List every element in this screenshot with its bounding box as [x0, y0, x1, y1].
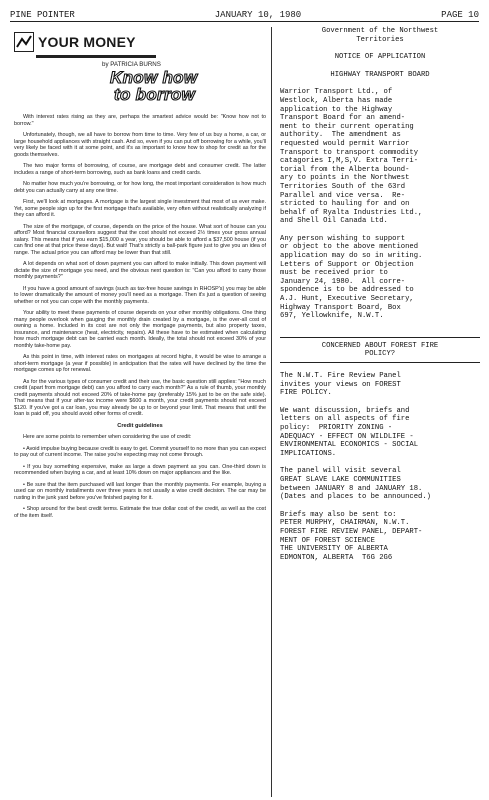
headline-line-1: Know how — [110, 68, 198, 87]
notice-board: HIGHWAY TRANSPORT BOARD — [330, 70, 430, 79]
article-paragraph: First, we'll look at mortgages. A mortgage is the largest single investment that most of us ever make. Yet, some people sign up for the first mortgage that's available, very often without realistically analyzing if they can afford it. — [14, 199, 266, 218]
forest-fire-paragraph-2: We want discussion, briefs and letters on all aspects of fire policy: PRIORITY ZONING - ADEQUACY - EFFECT ON WILDLIFE - ENVIRONMENTAL ECONOMICS - SOCIAL IMPLICATIONS. — [280, 406, 419, 458]
article-paragraph: With interest rates rising as they are, perhaps the smartest advice would be: "Know how not to borrow." — [14, 114, 266, 127]
column-logo — [14, 27, 266, 57]
money-logo-icon — [14, 32, 34, 52]
article-paragraph: The two major forms of borrowing, of course, are mortgage debt and consumer credit. The latter includes a range of short-term borrowing, such as bank loans and credit cards. — [14, 163, 266, 176]
issue-date: JANUARY 10, 1980 — [214, 10, 302, 20]
forest-fire-title-line-2: POLICY? — [364, 350, 396, 359]
article-paragraph: If you have a good amount of savings (such as tax-free house savings in RHOSP's) you may be able to lower dramatically the amount of money you'll need as a mortgage. Then it's just a question of seeing whether or not you can cope with the monthly payments. — [14, 285, 266, 305]
headline-line-2: to borrow — [114, 85, 196, 104]
notice-body-2: Any person wishing to support or object to the above mentioned application may do so in writing. Letters of Support or Objection must be received prior to January 24, 1980. All corre- spondence is to be addressed to A.J. Hunt, Executive Secretary, Highway Transport Board, Box 697, Yellowknife, N.W.T. — [280, 234, 423, 321]
forest-fire-paragraph-3: The panel will visit several GREAT SLAVE LAKE COMMUNITIES between JANUARY 8 and JANUARY 18. (Dates and places to be announced.) — [280, 467, 431, 502]
guideline-bullet: • If you buy something expensive, make as large a down payment as you can. One-third down is recommended when buying a car, and at least 10% down on major appliances and the like. — [14, 463, 266, 476]
forest-fire-title-line-1: CONCERNED ABOUT FOREST FIRE — [321, 341, 439, 350]
guidelines-intro: Here are some points to remember when considering the use of credit: — [23, 434, 192, 440]
masthead — [10, 6, 479, 20]
article-paragraph: The size of the mortgage, of course, depends on the price of the house. What sort of house can you afford? Most financial counsellors suggest that the cost should not exceed 2½ times your gross annual salary. This means that if you earn $15,000 a year, you should be able to afford a $37,500 house (if you can find one at that price these days). But wait! That's strictly a ball-park figure just to give you an idea of range. The actual price you can afford may be lower than that still. — [14, 223, 266, 256]
forest-fire-paragraph-1: The N.W.T. Fire Review Panel invites your views on FOREST FIRE POLICY. — [280, 372, 401, 398]
column-brand: YOUR MONEY — [38, 34, 136, 50]
article-paragraph: No matter how much you're borrowing, or for how long, the most important consideration is how much debt you can actually carry at any one time. — [14, 181, 266, 194]
guidelines-heading: Credit guidelines — [117, 422, 163, 429]
guideline-bullet: • Avoid impulse buying because credit is easy to get. Commit yourself to no more than you can expect to pay out of current income. The raise you're expecting may not come through. — [14, 445, 266, 458]
article-paragraph: Your ability to meet these payments of course depends on your other monthly obligations. One thing many people overlook when gauging the monthly drain created by a mortgage, is the over-all cost of owning a home. Included in its cost are not only the mortgage payments, but also property taxes, insurance, and maintenance (heat, electricity, repairs). All these have to be estimated when calculating how much mortgage debt can be carried each month. Ideally, the total should not exceed 30% of your monthly take-home pay. — [14, 310, 266, 349]
your-money-column — [14, 27, 266, 524]
notice-title: NOTICE OF APPLICATION — [334, 53, 426, 62]
paper-name: PINE POINTER — [10, 10, 75, 20]
page-number: PAGE 10 — [441, 10, 479, 20]
masthead-rule — [10, 21, 479, 22]
guideline-bullet: • Be sure that the item purchased will last longer than the monthly payments. For example, buying a used car on monthly installments over three years is not usually a wise credit decision. The car may be rusting in the junk yard before you've finished paying for it. — [14, 481, 266, 501]
notice-government-line-2: Territories — [356, 35, 404, 44]
byline: by PATRICIA BURNS — [102, 61, 161, 68]
notice-government-line-1: Government of the Northwest — [321, 27, 439, 35]
forest-fire-paragraph-4: Briefs may also be sent to: PETER MURPHY, CHAIRMAN, N.W.T. FOREST FIRE REVIEW PANEL, DEPART- MENT OF FOREST SCIENCE THE UNIVERSITY OF ALBERTA EDMONTON, ALBERTA T6G 2G6 — [280, 510, 423, 562]
section-divider — [280, 337, 480, 338]
column-divider — [271, 27, 272, 797]
article-paragraph: As for the various types of consumer credit and their use, the basic question still applies: "How much credit (apart from mortgage debt) can you afford to carry each month?" As a rule of thumb, your monthly credit payments should not exceed 20% of take-home pay (preferably 15% just to be on the safe side). That means that if your after-tax income were $600 a month, your credit payments should not exceed $120. If you've got a car loan, you may already be up to or beyond your limit. That means that until the loan is paid off, you should avoid other forms of credit. — [14, 378, 266, 417]
notices-column — [280, 27, 480, 562]
guideline-bullet: • Shop around for the best credit terms. Estimate the true dollar cost of the credit, as well as the cost of the item itself. — [14, 506, 266, 519]
article-paragraph: As this point in time, with interest rates on mortgages at record highs, it would be wise to arrange a short-term mortgage (a year if possible) in anticipation that the rates will have declined by the time the mortgage comes up for renewal. — [14, 354, 266, 373]
title-underline — [280, 362, 480, 363]
brand-underline — [36, 55, 156, 58]
article-paragraph: Unfortunately, though, we all have to borrow from time to time. Very few of us buy a home, a car, or large household appliances with straight cash. And so, even if you can put off borrowing for a while, you'll very likely be faced with it at some point, and it's as important to know how to shop for credit as for the goods themselves. — [14, 132, 266, 158]
article-paragraph: A lot depends on what sort of down payment you can afford to make initially. This down payment will dictate the size of mortgage you need, and the obvious next question is: "Can you afford to carry those monthly payments?" — [14, 261, 266, 280]
article-body — [14, 114, 266, 519]
notice-body-1: Warrior Transport Ltd., of Westlock, Alberta has made application to the Highway Transport Board for an amend- ment to their current operating authority. The amendment as requested would permit Warrior Transport to transport commodity catagories I,M,S,V. Extra Terri- torial from the Alberta bound- ary to points in the Northwest Territories South of the 63rd Parallel and vice versa. Re- stricted to hauling for and on behalf of Ryalta Industries Ltd., and Shell Oil Canada Ltd. — [280, 88, 423, 226]
